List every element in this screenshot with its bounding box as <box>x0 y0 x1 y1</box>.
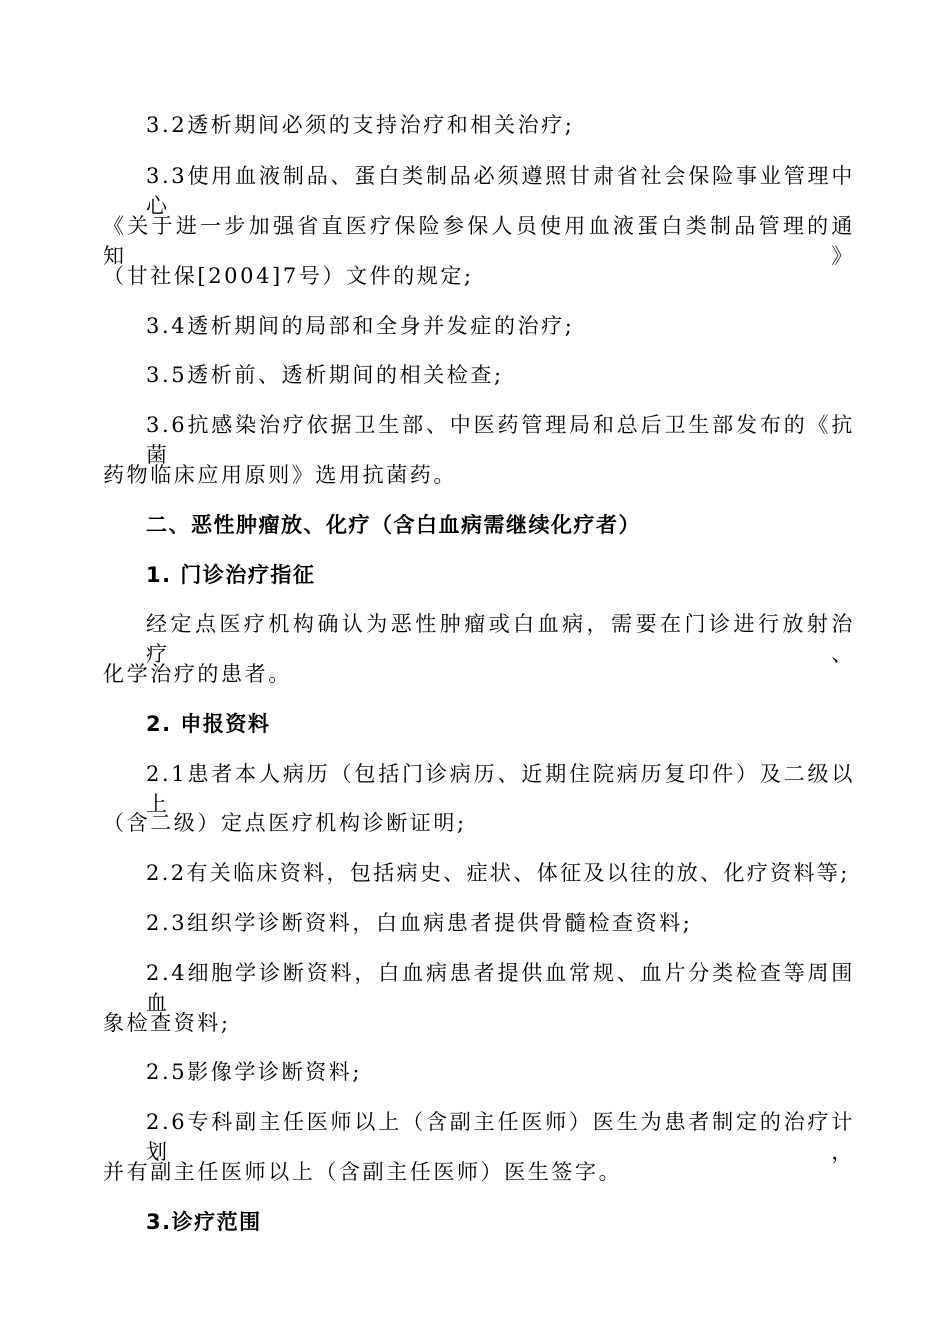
subheading-scope: 3.诊疗范围 <box>146 1210 262 1234</box>
paragraph-indication-line-2: 化学治疗的患者。 <box>103 662 292 686</box>
paragraph-3-5: 3.5透析前、透析期间的相关检查; <box>146 363 504 387</box>
paragraph-2-5: 2.5影像学诊断资料; <box>146 1060 363 1084</box>
paragraph-2-4-line-2: 象检查资料; <box>103 1011 231 1035</box>
paragraph-3-3-line-3: （甘社保[2004]7号）文件的规定; <box>103 264 474 288</box>
paragraph-3-3-line-2: 《关于进一步加强省直医疗保险参保人员使用血液蛋白类制品管理的通知》 <box>103 214 855 268</box>
paragraph-2-1-line-2: （含二级）定点医疗机构诊断证明; <box>103 811 467 835</box>
paragraph-indication-line-1: 经定点医疗机构确认为恶性肿瘤或白血病，需要在门诊进行放射治疗、 <box>146 612 855 666</box>
paragraph-2-2: 2.2有关临床资料，包括病史、症状、体征及以往的放、化疗资料等; <box>146 861 850 885</box>
subheading-materials: 2. 申报资料 <box>146 712 271 736</box>
subheading-indication: 1. 门诊治疗指征 <box>146 563 316 587</box>
paragraph-3-4: 3.4透析期间的局部和全身并发症的治疗; <box>146 314 575 338</box>
section-heading-2: 二、恶性肿瘤放、化疗（含白血病需继续化疗者） <box>146 513 641 537</box>
paragraph-3-2: 3.2透析期间必须的支持治疗和相关治疗; <box>146 113 575 137</box>
paragraph-2-6-line-1: 2.6专科副主任医师以上（含副主任医师）医生为患者制定的治疗计划， <box>146 1110 855 1164</box>
paragraph-2-3: 2.3组织学诊断资料，白血病患者提供骨髓检查资料; <box>146 911 693 935</box>
paragraph-3-3-line-1: 3.3使用血液制品、蛋白类制品必须遵照甘肃省社会保险事业管理中心 <box>146 164 855 218</box>
paragraph-3-6-line-1: 3.6抗感染治疗依据卫生部、中医药管理局和总后卫生部发布的《抗菌 <box>146 413 855 467</box>
paragraph-2-1-line-1: 2.1患者本人病历（包括门诊病历、近期住院病历复印件）及二级以上 <box>146 762 855 816</box>
paragraph-2-4-line-1: 2.4细胞学诊断资料，白血病患者提供血常规、血片分类检查等周围血 <box>146 961 855 1015</box>
paragraph-2-6-line-2: 并有副主任医师以上（含副主任医师）医生签字。 <box>103 1160 623 1184</box>
paragraph-3-6-line-2: 药物临床应用原则》选用抗菌药。 <box>103 463 457 487</box>
